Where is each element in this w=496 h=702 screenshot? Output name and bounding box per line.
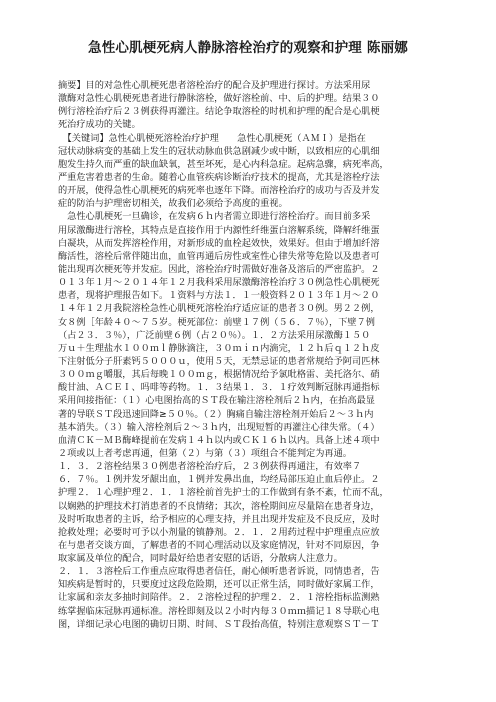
body-line: 让家属和亲友多抽时间陪伴。２．２溶栓过程的护理２．２．１溶栓指标监测熟 xyxy=(58,592,380,604)
body-line: ６．７％。１例并发牙龈出血，１例并发鼻出血，均经局部压迫止血后停止。２ xyxy=(58,474,380,486)
body-line: 知疾病是暂时的，只要度过这段危险期，还可以正常生活，同时做好家属工作， xyxy=(58,579,380,591)
document-body xyxy=(58,79,446,631)
body-line: 严重危害着患者的生命。随着心血管疾病诊断治疗技术的提高，尤其是溶栓疗法 xyxy=(58,171,380,183)
body-line: ２．１．３溶栓后工作重点应取得患者信任，耐心倾听患者诉说，同情患者，告 xyxy=(58,566,380,578)
body-line: 抢救处理；必要时可予以小剂量的镇静剂。２．１．２用药过程中护理重点应放 xyxy=(58,526,380,538)
body-line: １４年１２月我院溶栓急性心肌梗死溶栓治疗适应证的患者３０例。男２２例， xyxy=(58,303,380,315)
body-line: 白凝块，从而发挥溶栓作用，对新形成的血栓起效快，效果好。但由于增加纤溶 xyxy=(58,237,380,249)
body-line: 练掌握临床冠脉再通标准。溶栓即刻及以２小时内每３０ｍｍ描记１８导联心电 xyxy=(58,605,380,617)
body-line: 图，详细记录心电图的确切日期、时间、ＳＴ段抬高值，特别注意观察ＳＴ－Ｔ xyxy=(58,618,380,630)
body-line: 在与患者交谈方面，了解患者的不同心理活动以及家庭情况，针对不同原因，争 xyxy=(58,539,380,551)
body-line: （占２３．３％），广泛前壁６例（占２０％）。１．２方法采用尿激酶１５０ xyxy=(58,329,371,341)
body-line: 及时听取患者的主诉，给予相应的心理支持，并且出现并发症及不良反应，及时 xyxy=(58,513,380,525)
body-line: ３００ｍｇ嚼服，其后每晚１００ｍｇ，根据情况给予氯吡格雷、美托洛尔、硝 xyxy=(58,369,380,381)
body-line: 基本消失。（３）输入溶栓剂后２～３ｈ内，出现短暂的再灌注心律失常。（４） xyxy=(58,421,380,433)
body-line: 著的导联ＳＴ段迅速回降≥５０％。（２）胸痛自输注溶栓剂开始后２～３ｈ内 xyxy=(58,408,374,420)
body-line: 症的防治与护理密切相关，故我们必须给予高度的重视。 xyxy=(58,198,288,210)
body-line: 酶活性，溶栓后常伴随出血，血管再通后房性或室性心律失常等危险以及患者可 xyxy=(58,250,380,262)
body-line: 胞发生持久而严重的缺血缺氧，甚至坏死，是心内科急症。起病急骤，病死率高， xyxy=(58,158,389,170)
body-line: 血清ＣＫ－ＭＢ酶峰提前在发病１４ｈ以内或ＣＫ１６ｈ以内。具备上述４项中 xyxy=(58,434,380,446)
body-line: 急性心肌梗死一旦确诊，在发病６ｈ内者需立即进行溶栓治疗。而目前多采 xyxy=(58,211,371,223)
document-title: 急性心肌梗死病人静脉溶栓治疗的观察和护理 陈丽娜 xyxy=(88,40,408,56)
body-line: ０１３年１月～２０１４年１２月我科采用尿激酶溶栓治疗３０例急性心肌梗死 xyxy=(58,277,380,289)
body-line: 护理２．１心理护理２．１．１溶栓前首先护士的工作做到有条不紊，忙而不乱， xyxy=(58,487,389,499)
body-line: 酸甘油、ＡＣＥＩ、吗啡等药物。１．３结果１．３．１疗效判断冠脉再通指标 xyxy=(58,382,380,394)
body-line: 取家属及单位的配合，同时最好给患者安慰的话语，分散病人注意力。 xyxy=(58,553,343,565)
body-line: 采用间接指征：（１）心电图抬高的ＳＴ段在输注溶栓剂后２ｈ内，在抬高最显 xyxy=(58,395,375,407)
body-line: 的开展，使得急性心肌梗死的病死率也逐年下降。而溶栓治疗的成功与否及并发 xyxy=(58,185,380,197)
body-line: 万ｕ＋生理盐水１００ｍｌ静脉滴注，３０ｍｉｎ内滴完，１２ｈ后ｑ１２ｈ皮 xyxy=(58,342,380,354)
body-line: 下注射低分子肝素钙５０００ｕ，使用５天，无禁忌证的患者常规给予阿司匹林 xyxy=(58,355,380,367)
body-line: 以娴熟的护理技术打消患者的不良情绪；其次，溶栓期间应尽量陪在患者身边， xyxy=(58,500,380,512)
body-line: 患者，现将护理报告如下。１资料与方法１．１一般资料２０１３年１月～２０ xyxy=(58,290,380,302)
body-line: 能出现再次梗死等并发症。因此，溶栓治疗时需做好准备及溶后的严密监护。２ xyxy=(58,263,380,275)
body-line: 用尿激酶进行溶栓，其特点是直接作用于内源性纤维蛋白溶解系统，降解纤维蛋 xyxy=(58,224,380,236)
body-line: ２项或以上者考虑再通，但第（２）与第（３）项组合不能判定为再通。 xyxy=(58,447,352,459)
body-line: 冠状动脉病变的基础上发生的冠状动脉血供急剧减少或中断，以致相应的心肌细 xyxy=(58,145,380,157)
body-line: 【关键词】急性心肌梗死溶栓治疗护理 急性心肌梗死（ＡＭＩ）是指在 xyxy=(58,132,366,144)
body-line: 女８例［年龄４０～７５岁。梗死部位：前壁１７例（５６．７％），下壁７例 xyxy=(58,316,375,328)
body-line: 激酶对急性心肌梗死患者进行静脉溶栓，做好溶栓前、中、后的护理。结果３０ xyxy=(58,93,380,105)
body-line: 例行溶栓治疗后２３例获得再灌注。结论争取溶栓的时机和护理的配合是心肌梗 xyxy=(58,106,380,118)
body-line: 死治疗成功的关键。 xyxy=(58,119,141,131)
body-line: １．３．２溶栓结果３０例患者溶栓治疗后，２３例获得再通注，有效率７ xyxy=(58,461,362,473)
body-line: 摘要】目的对急性心肌梗死患者溶栓治疗的配合及护理进行探讨。方法采用尿 xyxy=(58,80,371,91)
